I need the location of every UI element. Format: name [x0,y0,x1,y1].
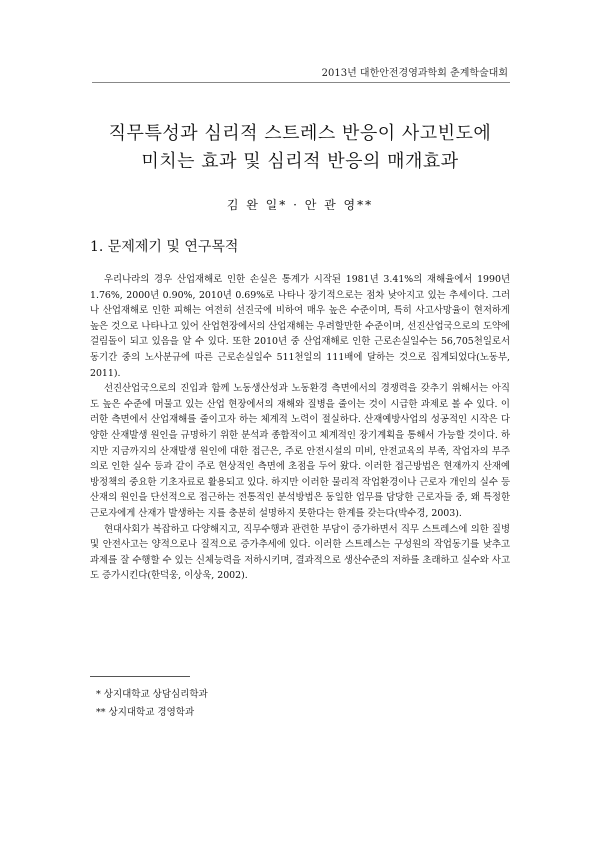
footnotes [96,686,208,722]
body-text [90,272,510,584]
authors: 김 완 일* · 안 관 영** [226,198,374,212]
running-header: 2013년 대한안전경영과학회 춘계학술대회 [321,68,508,79]
paragraph: 선진산업국으로의 진입과 함께 노동생산성과 노동환경 측면에서의 경쟁력을 갖추기 위해서는 아직도 높은 수준에 머물고 있는 산업 현장에서의 재해와 질병을 줄이는 것이 시급한 과제로 볼 수 있다. 이러한 측면에서 산업재해를 줄이고자 하는 체계적 노력이 절실하다. 산재예방사업의 성공적인 시작은 다양한 산재발생 원인을 규명하기 위한 분석과 종합적이고 체계적인 장기계획을 통해서 가능할 것이다. 하지만 지금까지의 산재발생 원인에 대한 접근은, 주로 안전시설의 미비, 안전교육의 부족, 작업자의 부주의로 인한 실수 등과 같이 주로 현상적인 측면에 초점을 두어 왔다. 이러한 접근방법은 현재까지 산재예방정책의 중요한 기초자료로 활용되고 있다. 하지만 이러한 물리적 작업환경이나 근로자 개인의 실수 등 산재의 원인을 단선적으로 접근하는 전통적인 분석방법은 동일한 업무를 담당한 근로자들 중, 왜 특정한 근로자에게 산재가 발생하는 지를 충분히 설명하지 못한다는 한계를 갖는다(박수경, 2003). [90,383,510,519]
paragraph: 현대사회가 복잡하고 다양해지고, 직무수행과 관련한 부담이 증가하면서 직무 스트레스에 의한 질병 및 안전사고는 양적으로나 질적으로 증가추세에 있다. 이러한 스트레스는 구성원의 작업동기를 낮추고 과제를 잘 수행할 수 있는 신체능력을 저하시키며, 결과적으로 생산수준의 저하를 초래하고 실수와 사고도 증가시킨다(한덕웅, 이상욱, 2002). [90,523,510,582]
title-line-1: 직무특성과 심리적 스트레스 반응이 사고빈도에 [108,123,492,144]
header-divider [92,82,510,83]
paper-title [60,120,540,176]
footnote-divider [90,676,190,677]
footnote: * 상지대학교 상담심리학과 [96,689,208,700]
footnote: ** 상지대학교 경영학과 [96,707,195,718]
title-line-2: 미치는 효과 및 심리적 반응의 매개효과 [141,151,459,172]
section-heading: 1. 문제제기 및 연구목적 [90,239,239,255]
paragraph: 우리나라의 경우 산업재해로 인한 손실은 통계가 시작된 1981년 3.41%의 재해율에서 1990년 1.76%, 2000년 0.90%, 2010년 0.69%로 나타나 장기적으로는 점차 낮아지고 있는 추세이다. 그러나 산업재해로 인한 피해는 여전히 선진국에 비하여 매우 높은 수준이며, 특히 사고사망율이 현저하게 높은 것으로 나타나고 있어 산업현장에서의 산업재해는 우려할만한 수준이며, 선진산업국으로의 도약에 걸림돌이 되고 있음을 알 수 있다. 또한 2010년 중 산업재해로 인한 근로손실일수는 56,705천일로서 동기간 중의 노사분규에 따른 근로손실일수 511천일의 111배에 달하는 것으로 집계되었다(노동부, 2011). [90,274,510,379]
